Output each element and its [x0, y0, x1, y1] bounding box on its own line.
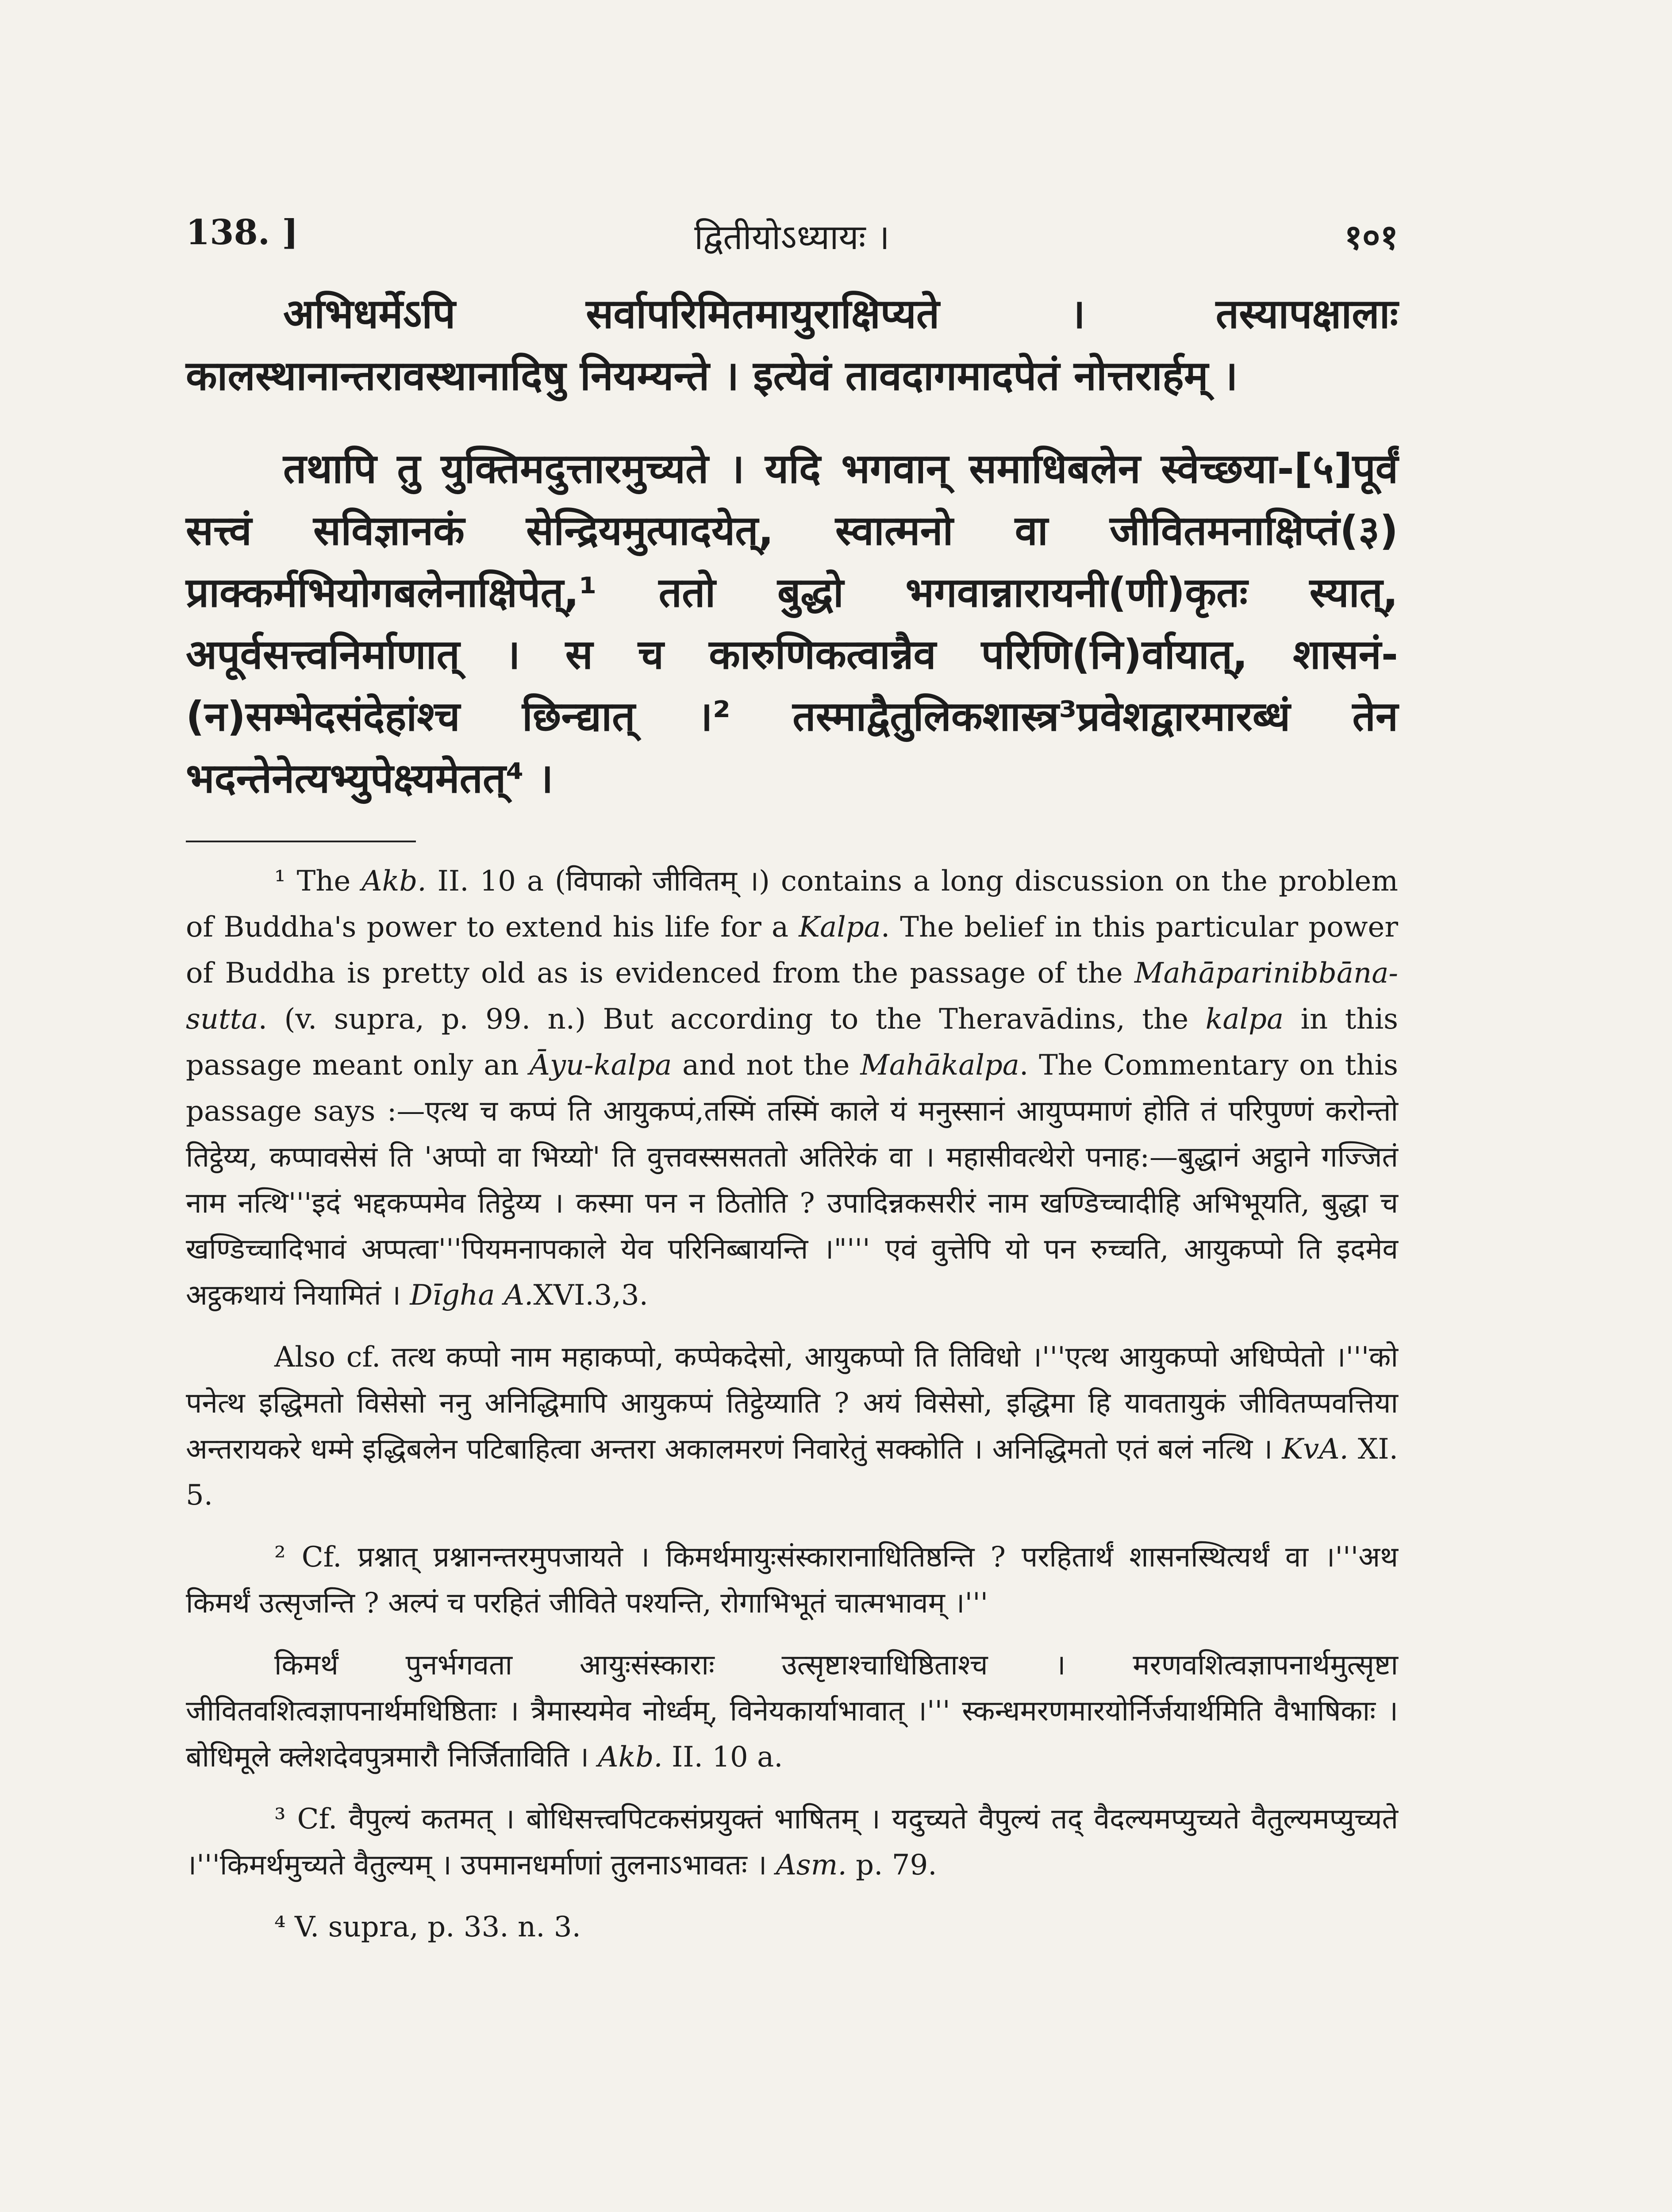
footnote-text: XVI.3,3. — [533, 1279, 648, 1312]
footnote-text: XI. 5. — [186, 1433, 1398, 1512]
footnote-2: ² Cf. प्रश्नात् प्रश्नानन्तरमुपजायते । किमर्थमायुःसंस्कारानाधितिष्ठन्ति ? परहितार्थं शासनस्थित्यर्थं वा ।'''अथ किमर्थं उत्सृजन्ति ? अल्पं च परहितं जीविते पश्यन्ति, रोगाभिभूतं चात्मभावम् ।''' — [186, 1541, 1398, 1620]
page-number: १०१ — [1344, 217, 1398, 257]
footnote-text: in this passage meant only an — [186, 1003, 1398, 1082]
main-paragraph-1: अभिधर्मेऽपि सर्वापरिमितमायुराक्षिप्यते । तस्यापक्षालाः कालस्थानान्तरावस्थानादिषु नियम्यन्ते । इत्येवं तावदागमादपेतं नोत्तरार्हम् । — [186, 290, 1398, 399]
footnote-italic: Mahākalpa — [860, 1049, 1019, 1082]
footnote-3 — [186, 1796, 1398, 1888]
main-text — [186, 283, 1398, 841]
footnote-divider — [186, 841, 416, 842]
footnote-text: . The Commentary on this passage says :—एत्थ च कप्पं ति आयुकप्पं,तस्मिं तस्मिं काले यं मनुस्सानं आयुप्पमाणं होति तं परिपुण्णं करोन्तो तिट्ठेय्य, कप्पावसेसं ति 'अप्पो वा भिय्यो' ति वुत्तवस्ससततो अतिरेकं वा । महासीवत्थेरो पनाह:—बुद्धानं अट्ठाने गज्जितं नाम नत्थि'''इदं भद्दकप्पमेव तिट्ठेय्य । कस्मा पन न ठितोति ? उपादिन्नकसरीरं नाम खण्डिच्चादीहि अभिभूयति, बुद्धा च खण्डिच्चादिभावं अप्पत्वा'''पियमनापकाले येव परिनिब्बायन्ति ।"''' एवं वुत्तेपि यो पन रुच्चति, आयुकप्पो ति इदमेव अट्ठकथायं नियामितं । — [186, 1049, 1399, 1312]
section-number: 138. ] — [186, 212, 299, 253]
footnote-text: and not the — [672, 1049, 861, 1082]
running-header — [186, 212, 1398, 261]
main-paragraph-2: तथापि तु युक्तिमदुत्तारमुच्यते । यदि भगवान् समाधिबलेन स्वेच्छया-[५]पूर्वं सत्त्वं सविज्ञानकं सेन्द्रियमुत्पादयेत्, स्वात्मनो वा जीवितमनाक्षिप्तं(३) प्राक्कर्मभियोगबलेनाक्षिपेत्,¹ ततो बुद्धो भगवान्नारायनी(णी)कृतः स्यात्, अपूर्वसत्त्वनिर्माणात् । स च कारुणिकत्वान्नैव परिणि(नि)र्वायात्, शासनं-(न)सम्भेदसंदेहांश्च छिन्द्यात् ।² तस्माद्वैतुलिकशास्त्र³प्रवेशद्वारमारब्धं तेन भदन्तेनेत्यभ्युपेक्ष्यमेतत्⁴ । — [186, 445, 1398, 802]
footnote-text: . The belief in this particular power of Buddha is pretty old as is evidenced from the passage of the — [186, 911, 1399, 990]
footnote-2-continued — [186, 1642, 1398, 1780]
footnote-text: . (v. supra, p. 99. n.) But according to the Theravādins, the — [258, 1003, 1206, 1036]
footnote-italic: kalpa — [1205, 1003, 1284, 1036]
footnote-text: ¹ The — [274, 865, 362, 898]
footnote-italic: Asm. — [776, 1849, 847, 1882]
footnote-text: किमर्थं पुनर्भगवता आयुःसंस्काराः उत्सृष्टाश्चाधिष्ठिताश्च । मरणवशित्वज्ञापनार्थमुत्सृष्टा जीवितवशित्वज्ञापनार्थमधिष्ठिताः । त्रैमास्यमेव नोर्ध्वम्, विनेयकार्याभावात् ।''' स्कन्धमरणमारयोर्निर्जयार्थमिति वैभाषिकाः । बोधिमूले क्लेशदेवपुत्रमारौ निर्जिताविति । — [186, 1649, 1398, 1774]
footnote-text: ³ Cf. वैपुल्यं कतमत् । बोधिसत्त्वपिटकसंप्रयुक्तं भाषितम् । यदुच्यते वैपुल्यं तद् वैदल्यमप्युच्यते वैतुल्यमप्युच्यते ।'''किमर्थमुच्यते वैतुल्यम् । उपमानधर्माणां तुलनाऽभावतः । — [186, 1803, 1398, 1882]
footnote-italic: Akb. — [598, 1741, 663, 1774]
footnote-italic: Āyu-kalpa — [529, 1049, 672, 1082]
footnote-italic: Kalpa — [799, 911, 881, 944]
footnote-text: p. 79. — [846, 1849, 937, 1882]
footnote-italic: Akb. — [361, 865, 427, 898]
footnotes — [186, 858, 1398, 1966]
chapter-title: द्वितीयोऽध्यायः । — [694, 218, 890, 257]
footnote-italic: Dīgha A. — [410, 1279, 534, 1312]
footnote-italic: KvA. — [1282, 1433, 1349, 1466]
footnote-italic: Mahāparinibbāna-sutta — [186, 957, 1398, 1036]
footnote-text: Also cf. तत्थ कप्पो नाम महाकप्पो, कप्पेकदेसो, आयुकप्पो ति तिविधो ।'''एत्थ आयुकप्पो अधिप्पेतो ।'''को पनेत्थ इद्धिमतो विसेसो ननु अनिद्धिमापि आयुकप्पं तिट्ठेय्याति ? अयं विसेसो, इद्धिमा हि यावतायुकं जीवितप्पवत्तिया अन्तरायकरे धम्मे इद्धिबलेन पटिबाहित्वा अन्तरा अकालमरणं निवारेतुं सक्कोति । अनिद्धिमतो एतं बलं नत्थि । — [186, 1341, 1398, 1466]
footnote-1 — [186, 858, 1398, 1318]
footnote-text: II. 10 a. — [662, 1741, 783, 1774]
footnote-text: II. 10 a (विपाको जीवितम् ।) contains a long discussion on the problem of Buddha's power to extend his life for a — [186, 865, 1398, 944]
footnote-4: ⁴ V. supra, p. 33. n. 3. — [274, 1911, 581, 1943]
footnote-1-continued — [186, 1334, 1398, 1518]
